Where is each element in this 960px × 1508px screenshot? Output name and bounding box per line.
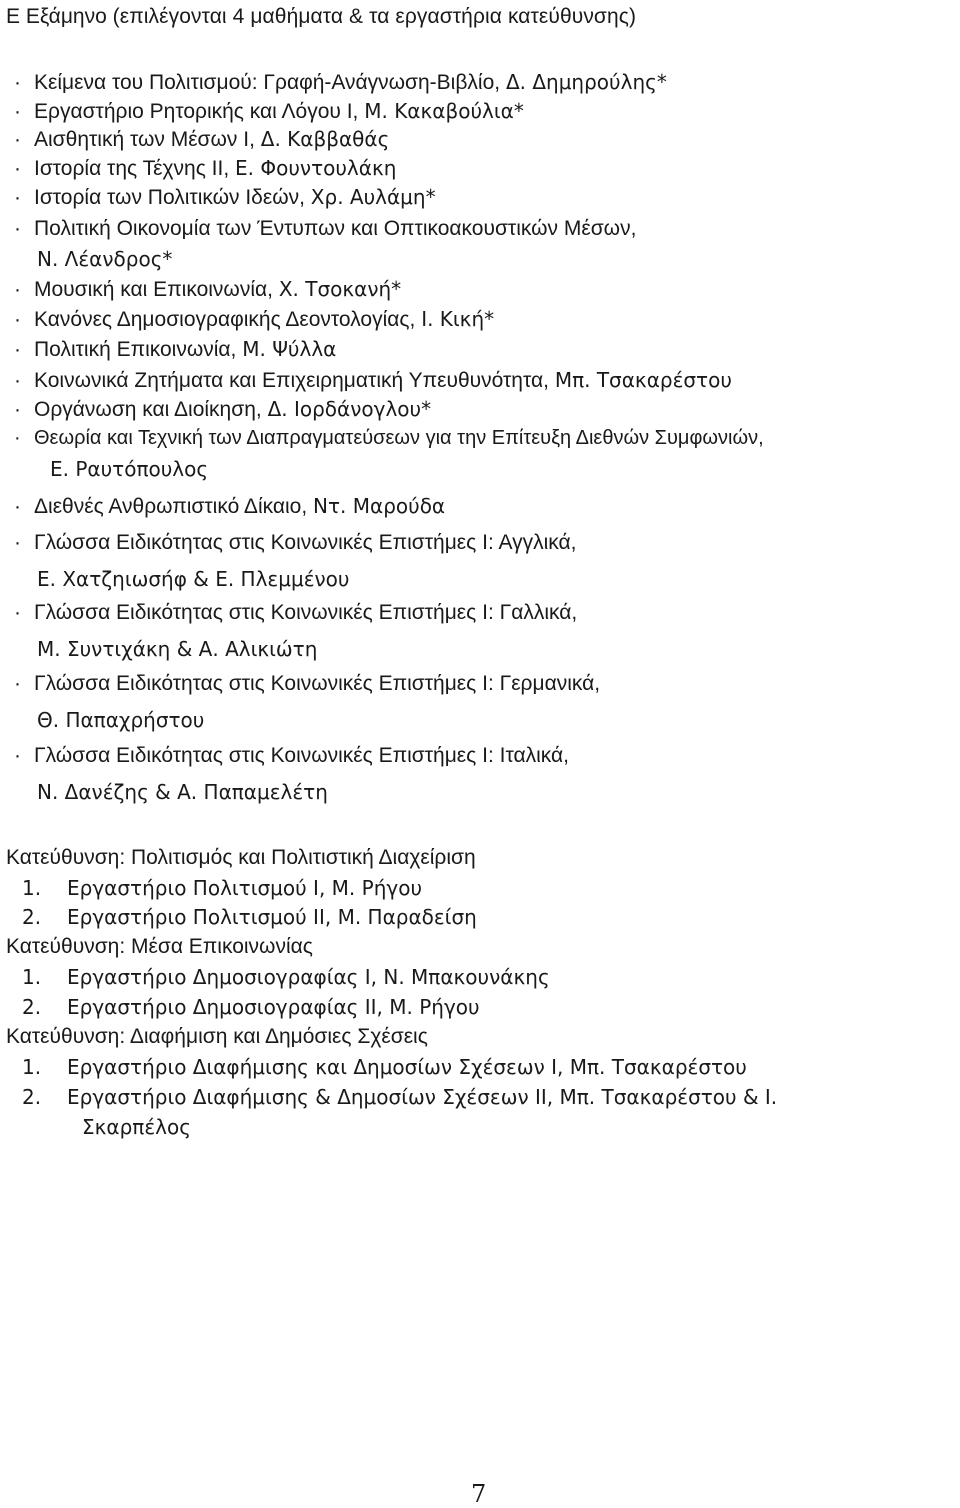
- course-title: Διεθνές Ανθρωπιστικό Δίκαιο,: [34, 495, 308, 518]
- course-teacher: Δ. Καββαθάς: [260, 127, 390, 151]
- lab-number: 2.: [22, 905, 42, 929]
- course-item: · Διεθνές Ανθρωπιστικό Δίκαιο, Ντ. Μαρούδα: [14, 494, 446, 518]
- lab-number: 1.: [22, 1055, 42, 1079]
- course-teacher: Δ. Δημηρούλης*: [505, 70, 667, 94]
- course-title: Εργαστήριο Ρητορικής και Λόγου Ι,: [34, 100, 359, 123]
- course-item: · Κοινωνικά Ζητήματα και Επιχειρηματική Υπευθυνότητα, Μπ. Τσακαρέστου: [14, 368, 732, 392]
- course-teacher: Μ. Συντιχάκη & Α. Αλικιώτη: [37, 637, 318, 661]
- course-title: Οργάνωση και Διοίκηση,: [34, 398, 262, 421]
- course-item: · Κανόνες Δημοσιογραφικής Δεοντολογίας, Ι. Κική*: [14, 307, 495, 331]
- course-title: Κανόνες Δημοσιογραφικής Δεοντολογίας,: [34, 308, 416, 331]
- course-item: · Μουσική και Επικοινωνία, Χ. Τσοκανή*: [14, 277, 402, 301]
- course-title: Πολιτική Επικοινωνία,: [34, 338, 237, 361]
- direction-heading: Κατεύθυνση: Μέσα Επικοινωνίας: [6, 935, 313, 958]
- course-item: · Θεωρία και Τεχνική των Διαπραγματεύσεων για την Επίτευξη Διεθνών Συμφωνιών,: [14, 427, 764, 449]
- lab-text: Εργαστήριο Πολιτισμού ΙΙ, Μ. Παραδείση: [67, 905, 477, 929]
- course-title: Γλώσσα Ειδικότητας στις Κοινωνικές Επιστήμες Ι: Αγγλικά,: [34, 531, 577, 554]
- semester-note: (επιλέγονται 4 μαθήματα & τα εργαστήρια κατεύθυνσης): [112, 5, 637, 28]
- course-title: Ιστορία των Πολιτικών Ιδεών,: [34, 186, 305, 209]
- lab-item: [22, 904, 477, 930]
- lab-text: Εργαστήριο Δημοσιογραφίας Ι, Ν. Μπακουνάκης: [67, 965, 550, 989]
- course-teacher: Ε. Χατζηιωσήφ & Ε. Πλεμμένου: [37, 567, 350, 591]
- course-item: · Ιστορία της Τέχνης ΙΙ, Ε. Φουντουλάκη: [14, 156, 397, 180]
- lab-item: [22, 994, 480, 1020]
- lab-item: [22, 1084, 777, 1110]
- course-teacher: Ε. Φουντουλάκη: [235, 156, 397, 180]
- course-title: Πολιτική Οικονομία των Έντυπων και Οπτικοακουστικών Μέσων,: [34, 217, 637, 240]
- course-teacher: Ν. Λέανδρος*: [37, 247, 173, 271]
- course-title: Κοινωνικά Ζητήματα και Επιχειρηματική Υπευθυνότητα,: [34, 369, 549, 392]
- course-teacher: Μ. Κακαβούλια*: [364, 99, 524, 123]
- course-item: · Γλώσσα Ειδικότητας στις Κοινωνικές Επιστήμες Ι: Γερμανικά,: [14, 672, 601, 695]
- course-teacher: Μ. Ψύλλα: [242, 337, 337, 361]
- lab-text: Εργαστήριο Διαφήμισης και Δημοσίων Σχέσεων Ι, Μπ. Τσακαρέστου: [67, 1055, 747, 1079]
- page-number: 7: [471, 1480, 487, 1508]
- course-item: · Γλώσσα Ειδικότητας στις Κοινωνικές Επιστήμες Ι: Γαλλικά,: [14, 601, 578, 624]
- lab-item: [22, 875, 422, 901]
- course-title: Κείμενα του Πολιτισμού: Γραφή-Ανάγνωση-Βιβλίο,: [34, 71, 501, 94]
- course-title: Γλώσσα Ειδικότητας στις Κοινωνικές Επιστήμες Ι: Γερμανικά,: [34, 672, 601, 695]
- course-teacher: Μπ. Τσακαρέστου: [554, 368, 732, 392]
- course-item: · Κείμενα του Πολιτισμού: Γραφή-Ανάγνωση-Βιβλίο, Δ. Δημηρούλης*: [14, 70, 667, 94]
- course-title: Γλώσσα Ειδικότητας στις Κοινωνικές Επιστήμες Ι: Γαλλικά,: [34, 601, 578, 624]
- lab-text: Εργαστήριο Δημοσιογραφίας ΙΙ, Μ. Ρήγου: [67, 995, 480, 1019]
- lab-item: [22, 1054, 747, 1080]
- course-item: · Γλώσσα Ειδικότητας στις Κοινωνικές Επιστήμες Ι: Αγγλικά,: [14, 531, 577, 554]
- course-teacher: Δ. Ιορδάνογλου*: [267, 397, 432, 421]
- course-item: · Γλώσσα Ειδικότητας στις Κοινωνικές Επιστήμες Ι: Ιταλικά,: [14, 744, 569, 767]
- course-teacher: Χ. Τσοκανή*: [278, 277, 402, 301]
- lab-text: Εργαστήριο Διαφήμισης & Δημοσίων Σχέσεων ΙΙ, Μπ. Τσακαρέστου & Ι.: [67, 1085, 778, 1109]
- course-item: · Πολιτική Οικονομία των Έντυπων και Οπτικοακουστικών Μέσων,: [14, 217, 637, 240]
- course-title: Γλώσσα Ειδικότητας στις Κοινωνικές Επιστήμες Ι: Ιταλικά,: [34, 744, 569, 767]
- course-item: · Πολιτική Επικοινωνία, Μ. Ψύλλα: [14, 337, 337, 361]
- lab-item: [22, 964, 550, 990]
- course-item: · Ιστορία των Πολιτικών Ιδεών, Χρ. Αυλάμη*: [14, 185, 436, 209]
- course-item: · Αισθητική των Μέσων Ι, Δ. Καββαθάς: [14, 127, 390, 151]
- course-title: Μουσική και Επικοινωνία,: [34, 278, 273, 301]
- lab-number: 2.: [22, 995, 42, 1019]
- course-teacher: Ε. Ραυτόπουλος: [50, 457, 209, 481]
- course-title: Θεωρία και Τεχνική των Διαπραγματεύσεων για την Επίτευξη Διεθνών Συμφωνιών,: [34, 427, 764, 449]
- lab-number: 1.: [22, 965, 42, 989]
- lab-text-continued: Σκαρπέλος: [82, 1115, 191, 1139]
- direction-heading: Κατεύθυνση: Πολιτισμός και Πολιτιστική Διαχείριση: [6, 846, 476, 869]
- lab-text: Εργαστήριο Πολιτισμού Ι, Μ. Ρήγου: [67, 876, 423, 900]
- direction-heading: Κατεύθυνση: Διαφήμιση και Δημόσιες Σχέσεις: [6, 1025, 428, 1048]
- lab-number: 2.: [22, 1085, 42, 1109]
- course-title: Ιστορία της Τέχνης ΙΙ,: [34, 157, 230, 180]
- course-teacher: Χρ. Αυλάμη*: [310, 185, 436, 209]
- course-teacher: Θ. Παπαχρήστου: [37, 708, 205, 732]
- course-item: · Εργαστήριο Ρητορικής και Λόγου Ι, Μ. Κακαβούλια*: [14, 99, 524, 123]
- course-item: · Οργάνωση και Διοίκηση, Δ. Ιορδάνογλου*: [14, 397, 432, 421]
- semester-heading: [6, 4, 636, 30]
- course-title: Αισθητική των Μέσων Ι,: [34, 128, 255, 151]
- course-teacher: Ντ. Μαρούδα: [313, 494, 446, 518]
- lab-number: 1.: [22, 876, 42, 900]
- semester-label: Ε Εξάμηνο: [6, 5, 107, 28]
- course-teacher: Ν. Δανέζης & Α. Παπαμελέτη: [37, 780, 328, 804]
- course-teacher: Ι. Κική*: [421, 307, 495, 331]
